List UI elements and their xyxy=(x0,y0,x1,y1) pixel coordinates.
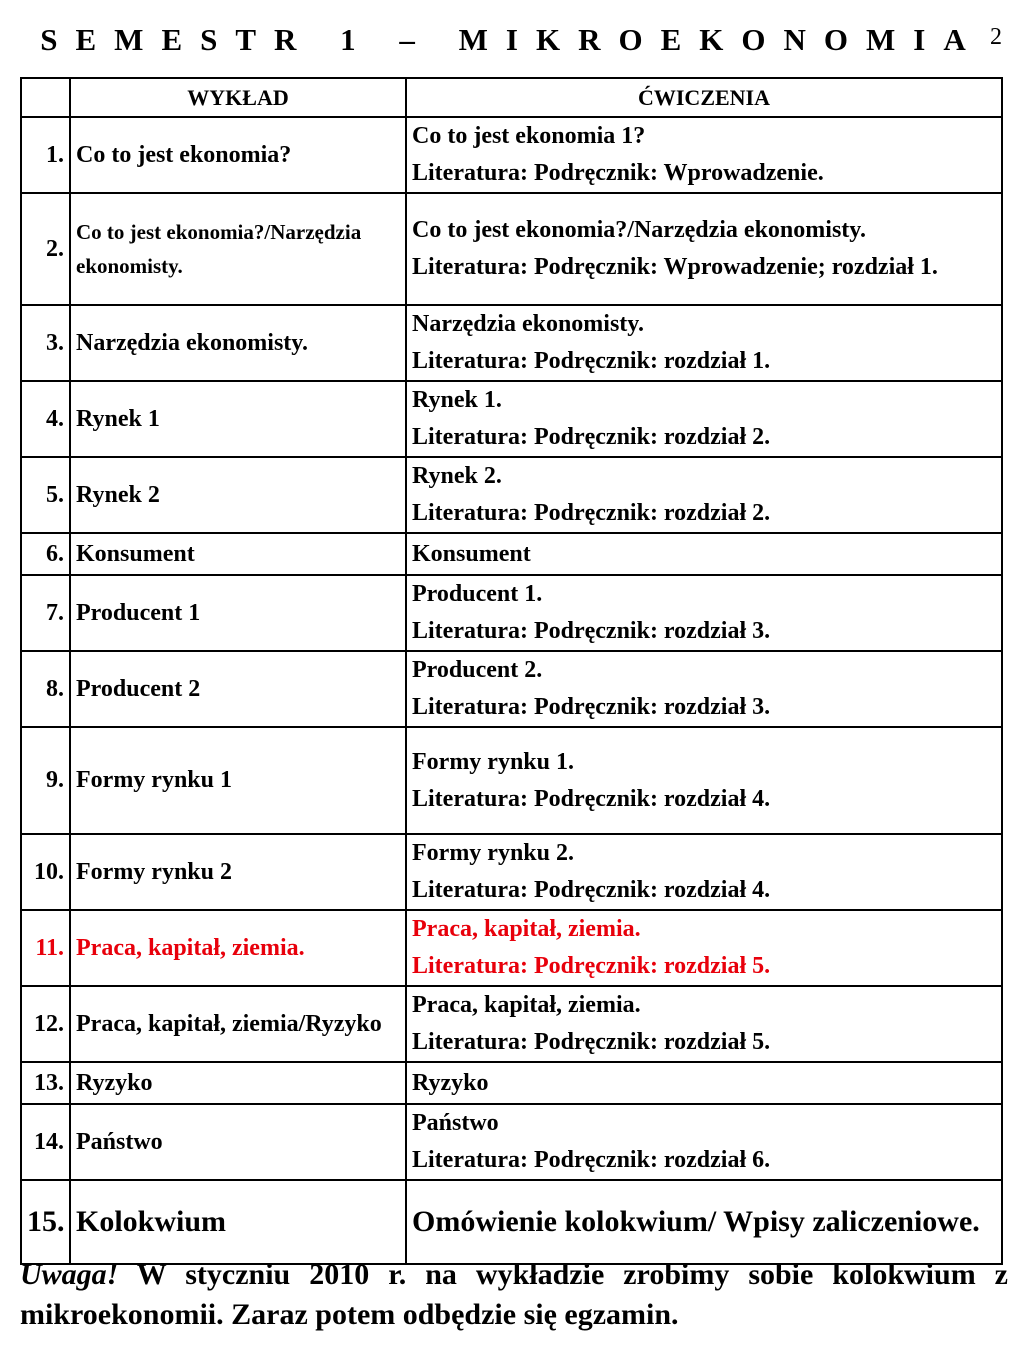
exercise-cell xyxy=(406,1062,1002,1104)
table-row xyxy=(21,727,1002,834)
row-number: 5. xyxy=(21,457,70,533)
exercise-line: Producent 2. xyxy=(412,657,543,683)
lecture-cell: Kolokwium xyxy=(70,1180,406,1264)
table-row xyxy=(21,305,1002,381)
table-row xyxy=(21,1180,1002,1264)
lecture-cell: Rynek 1 xyxy=(70,381,406,457)
table-row xyxy=(21,575,1002,651)
exercise-cell xyxy=(406,457,1002,533)
exercise-line: Formy rynku 1. xyxy=(412,748,574,775)
exercise-line: Literatura: Podręcznik: rozdział 4. xyxy=(412,877,771,903)
table-header-row xyxy=(21,78,1002,117)
lecture-cell: Co to jest ekonomia? xyxy=(70,117,406,193)
header-exercises: ĆWICZENIA xyxy=(406,78,1002,117)
row-number: 13. xyxy=(21,1062,70,1104)
exercise-line: Praca, kapitał, ziemia. xyxy=(412,916,641,942)
table-row xyxy=(21,193,1002,305)
exercise-line: Praca, kapitał, ziemia. xyxy=(412,992,641,1018)
row-number: 10. xyxy=(21,834,70,910)
exercise-cell xyxy=(406,1104,1002,1180)
lecture-cell: Formy rynku 1 xyxy=(70,727,406,834)
exercise-line: Rynek 1. xyxy=(412,387,502,413)
row-number: 1. xyxy=(21,117,70,193)
exercise-line: Formy rynku 2. xyxy=(412,840,574,866)
row-number: 6. xyxy=(21,533,70,575)
exercise-line: Literatura: Podręcznik: rozdział 2. xyxy=(412,424,771,450)
exercise-line: Ryzyko xyxy=(412,1069,489,1096)
lecture-cell: Praca, kapitał, ziemia. xyxy=(70,910,406,986)
exercise-cell xyxy=(406,651,1002,727)
table-row xyxy=(21,117,1002,193)
exercise-line: Literatura: Podręcznik: Wprowadzenie; rozdział 1. xyxy=(412,254,938,280)
header-lecture: WYKŁAD xyxy=(70,78,406,117)
row-number: 12. xyxy=(21,986,70,1062)
note-emphasis: Uwaga! xyxy=(20,1258,119,1291)
exercise-cell xyxy=(406,381,1002,457)
exercise-line: Literatura: Podręcznik: rozdział 1. xyxy=(412,348,771,374)
row-number: 8. xyxy=(21,651,70,727)
row-number: 4. xyxy=(21,381,70,457)
table-row xyxy=(21,1062,1002,1104)
exercise-cell xyxy=(406,986,1002,1062)
exercise-cell xyxy=(406,834,1002,910)
exercise-line: Literatura: Podręcznik: rozdział 5. xyxy=(412,953,771,979)
schedule-table xyxy=(20,77,1003,1265)
exercise-line: Literatura: Podręcznik: rozdział 4. xyxy=(412,785,771,812)
exercise-cell xyxy=(406,305,1002,381)
table-row xyxy=(21,457,1002,533)
page-title: SEMESTR 1 – MIKROEKONOMIA xyxy=(40,22,984,57)
table-row xyxy=(21,834,1002,910)
exercise-cell xyxy=(406,910,1002,986)
exercise-cell xyxy=(406,727,1002,834)
exercise-line: Co to jest ekonomia 1? xyxy=(412,123,646,149)
exercise-line: Literatura: Podręcznik: rozdział 2. xyxy=(412,500,771,526)
row-number: 15. xyxy=(21,1180,70,1264)
lecture-cell: Formy rynku 2 xyxy=(70,834,406,910)
lecture-cell: Praca, kapitał, ziemia/Ryzyko xyxy=(70,986,406,1062)
table-row xyxy=(21,381,1002,457)
row-number: 14. xyxy=(21,1104,70,1180)
note-text: W styczniu 2010 r. na wykładzie zrobimy sobie kolokwium z mikroekonomii. Zaraz potem odbędzie się egzamin. xyxy=(20,1258,1008,1331)
lecture-cell: Rynek 2 xyxy=(70,457,406,533)
table-row xyxy=(21,533,1002,575)
table-row-highlighted xyxy=(21,910,1002,986)
exercise-cell xyxy=(406,575,1002,651)
lecture-cell: Konsument xyxy=(70,533,406,575)
exercise-line: Literatura: Podręcznik: rozdział 5. xyxy=(412,1029,771,1055)
table-row xyxy=(21,651,1002,727)
exercise-line: Literatura: Podręcznik: rozdział 6. xyxy=(412,1147,771,1173)
lecture-cell: Co to jest ekonomia?/Narzędzia ekonomisty. xyxy=(70,193,406,305)
exercise-cell xyxy=(406,533,1002,575)
row-number: 9. xyxy=(21,727,70,834)
exercise-line: Literatura: Podręcznik: Wprowadzenie. xyxy=(412,160,824,186)
table-row xyxy=(21,1104,1002,1180)
exercise-cell xyxy=(406,117,1002,193)
exercise-line: Literatura: Podręcznik: rozdział 3. xyxy=(412,618,771,644)
lecture-cell: Producent 2 xyxy=(70,651,406,727)
exercise-line: Literatura: Podręcznik: rozdział 3. xyxy=(412,694,771,720)
lecture-cell: Państwo xyxy=(70,1104,406,1180)
page-number: 2 xyxy=(990,24,1002,50)
exercise-cell xyxy=(406,193,1002,305)
lecture-cell: Narzędzia ekonomisty. xyxy=(70,305,406,381)
exercise-line: Omówienie kolokwium/ Wpisy zaliczeniowe. xyxy=(412,1205,980,1238)
exercise-line: Konsument xyxy=(412,540,531,567)
exercise-line: Rynek 2. xyxy=(412,463,502,489)
row-number: 11. xyxy=(21,910,70,986)
table-row xyxy=(21,986,1002,1062)
exercise-line: Państwo xyxy=(412,1110,499,1136)
row-number: 3. xyxy=(21,305,70,381)
exercise-line: Co to jest ekonomia?/Narzędzia ekonomisty. xyxy=(412,217,866,243)
row-number: 7. xyxy=(21,575,70,651)
header-number xyxy=(21,78,70,117)
exercise-cell xyxy=(406,1180,1002,1264)
exercise-line: Producent 1. xyxy=(412,581,543,607)
row-number: 2. xyxy=(21,193,70,305)
exercise-line: Narzędzia ekonomisty. xyxy=(412,311,644,337)
note-paragraph xyxy=(20,1255,1008,1335)
lecture-cell: Producent 1 xyxy=(70,575,406,651)
lecture-cell: Ryzyko xyxy=(70,1062,406,1104)
